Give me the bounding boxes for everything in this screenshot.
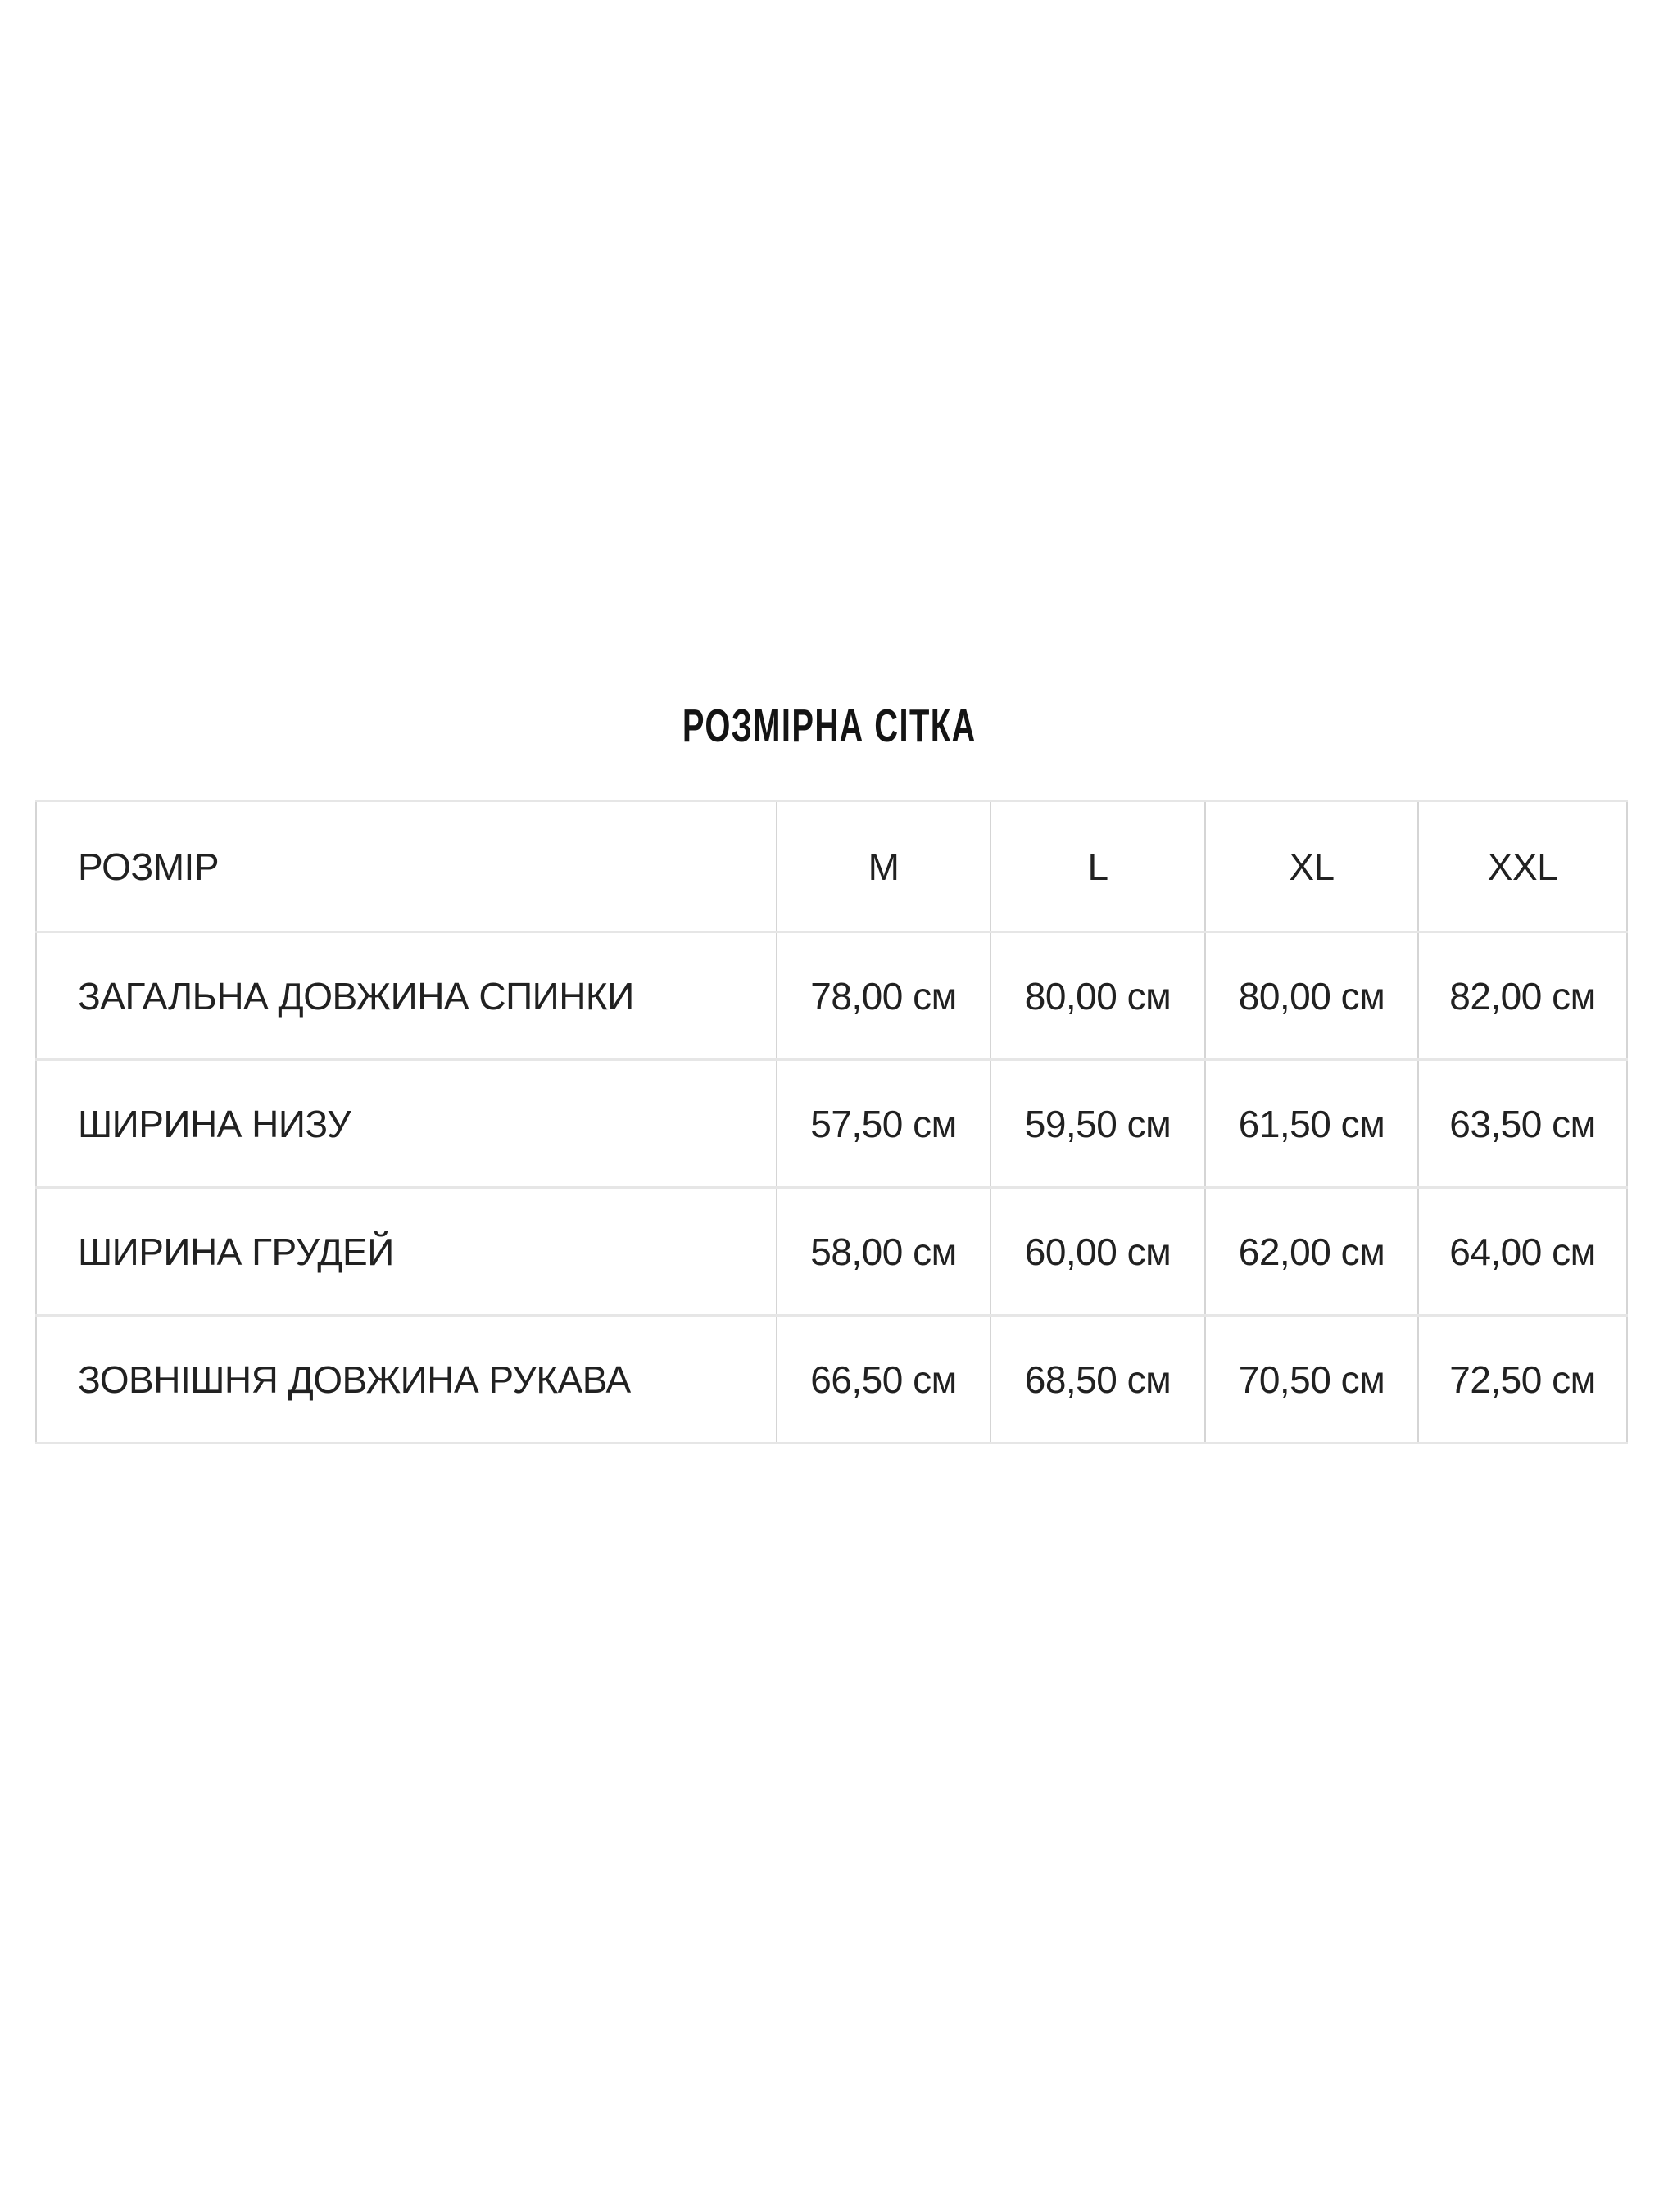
measurement-cell: 61,50 см (1205, 1060, 1418, 1188)
size-header-cell-m: M (777, 801, 990, 932)
row-label-cell: ШИРИНА ГРУДЕЙ (36, 1188, 777, 1316)
size-header-cell-l: L (990, 801, 1205, 932)
measurement-cell: 63,50 см (1418, 1060, 1627, 1188)
size-chart-title: РОЗМІРНА СІТКА (682, 700, 977, 752)
row-label-cell: ЗАГАЛЬНА ДОВЖИНА СПИНКИ (36, 932, 777, 1060)
table-row-back-length (36, 932, 1627, 1060)
measurement-cell: 78,00 см (777, 932, 990, 1060)
size-chart-title-wrap (0, 701, 1659, 750)
measurement-cell: 70,50 см (1205, 1316, 1418, 1444)
measurement-cell: 82,00 см (1418, 932, 1627, 1060)
measurement-cell: 66,50 см (777, 1316, 990, 1444)
measurement-cell: 80,00 см (1205, 932, 1418, 1060)
measurement-cell: 60,00 см (990, 1188, 1205, 1316)
measurement-cell: 58,00 см (777, 1188, 990, 1316)
measurement-cell: 80,00 см (990, 932, 1205, 1060)
measurement-cell: 57,50 см (777, 1060, 990, 1188)
measurement-cell: 68,50 см (990, 1316, 1205, 1444)
size-table (35, 800, 1628, 1444)
row-label-cell: ЗОВНІШНЯ ДОВЖИНА РУКАВА (36, 1316, 777, 1444)
header-label-cell: РОЗМІР (36, 801, 777, 932)
table-row-chest-width (36, 1188, 1627, 1316)
size-table-header-row (36, 801, 1627, 932)
row-label-cell: ШИРИНА НИЗУ (36, 1060, 777, 1188)
measurement-cell: 62,00 см (1205, 1188, 1418, 1316)
measurement-cell: 64,00 см (1418, 1188, 1627, 1316)
size-header-cell-xl: XL (1205, 801, 1418, 932)
size-header-cell-xxl: XXL (1418, 801, 1627, 932)
measurement-cell: 72,50 см (1418, 1316, 1627, 1444)
table-row-sleeve-length (36, 1316, 1627, 1444)
table-row-bottom-width (36, 1060, 1627, 1188)
measurement-cell: 59,50 см (990, 1060, 1205, 1188)
